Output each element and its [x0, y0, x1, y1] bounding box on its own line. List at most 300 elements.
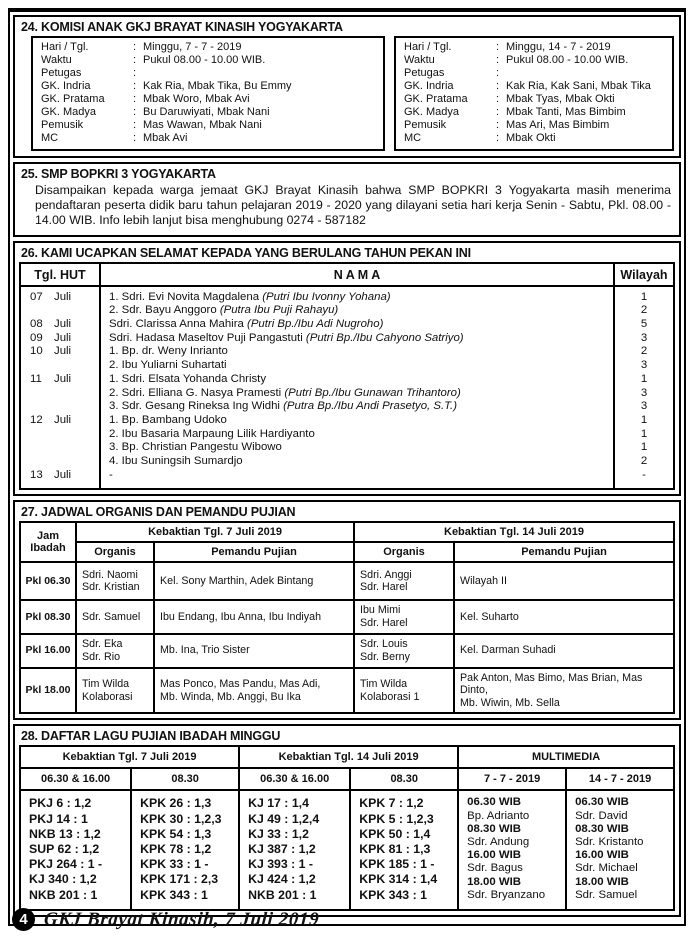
multimedia-time: 16.00 WIB	[467, 849, 521, 862]
multimedia-operator: Bp. Adrianto	[467, 809, 530, 822]
info-label: Waktu	[404, 54, 435, 66]
info-colon: :	[496, 54, 500, 66]
section-lagu-pujian	[13, 724, 681, 916]
song-entry: PKJ 264 : 1 -	[29, 857, 103, 872]
info-label: Pemusik	[41, 119, 84, 131]
birthday-day: 13	[30, 468, 43, 481]
birthday-row	[21, 304, 673, 318]
info-row	[41, 80, 379, 93]
info-value	[506, 67, 668, 80]
birthday-day: 09	[30, 331, 43, 344]
organis-cell-organis1	[76, 562, 154, 600]
birthday-name-text: 1. Bp. Bambang Udoko	[109, 413, 227, 426]
birthday-name-text: 1. Bp. dr. Weny Inrianto	[109, 345, 228, 358]
birthday-date	[21, 428, 99, 442]
info-value: Mbak Avi	[143, 132, 188, 144]
cell-line: Sdr. Kristian	[82, 581, 140, 594]
birthday-row	[21, 455, 673, 469]
organis-cell-organis2	[354, 600, 454, 633]
info-label: Hari / Tgl.	[404, 41, 452, 53]
birthday-parent-info: (Putri Bp./Ibu Gunawan Trihantoro)	[284, 386, 461, 399]
cell-line: Sdr. Harel	[360, 581, 408, 594]
birthday-name	[99, 414, 615, 428]
info-colon: :	[133, 106, 137, 118]
birthday-date	[21, 400, 99, 414]
info-label: MC	[41, 132, 59, 144]
birthday-day	[30, 400, 54, 414]
info-value: Pukul 08.00 - 10.00 WIB.	[506, 54, 629, 66]
birthday-name	[99, 455, 615, 469]
cell-line: Mb. Ina, Trio Sister	[160, 644, 250, 657]
multimedia-time: 08.30 WIB	[575, 822, 629, 835]
birthday-day: 11	[30, 372, 42, 385]
organis-cell-pemandu2	[454, 634, 674, 668]
info-label: GK. Madya	[404, 106, 460, 118]
song-entry: PKJ 6 : 1,2	[29, 796, 92, 811]
birthday-date	[21, 304, 99, 318]
header-pemandu-2: Pemandu Pujian	[454, 542, 674, 562]
header-song-kebaktian-7juli: Kebaktian Tgl. 7 Juli 2019	[20, 746, 239, 768]
birthday-month: Juli	[54, 413, 72, 426]
info-row	[41, 132, 379, 145]
birthday-wilayah: 3	[640, 359, 648, 372]
info-row	[41, 119, 379, 132]
organis-row	[20, 600, 674, 633]
birthday-row	[21, 414, 673, 428]
song-entry: KJ 33 : 1,2	[248, 826, 309, 841]
info-label: MC	[404, 132, 422, 144]
birthday-parent-info: (Putri Bp./Ibu Adi Nugroho)	[247, 318, 384, 331]
header-jam-line1: Jam	[36, 530, 60, 543]
song-entry: KPK 78 : 1,2	[140, 842, 212, 857]
cell-line: Sdri. Anggi	[360, 568, 412, 581]
birthday-day	[30, 441, 54, 455]
birthday-name	[99, 441, 615, 455]
birthday-day	[30, 428, 54, 442]
birthday-wilayah: 2	[640, 304, 648, 317]
column-divider	[99, 264, 101, 489]
birthday-day	[30, 359, 54, 373]
birthday-date	[21, 345, 99, 359]
footer-text: GKJ Brayat Kinasih, 7 Juli 2019	[43, 908, 320, 930]
birthday-month: Juli	[54, 345, 72, 358]
song-header-subcolumns	[20, 768, 674, 790]
komisi-anak-boxes	[15, 36, 679, 156]
info-value: Mas Wawan, Mbak Nani	[143, 119, 262, 131]
info-label: GK. Pratama	[41, 93, 105, 105]
multimedia-operator: Sdr. Andung	[467, 836, 530, 849]
birthday-row	[21, 400, 673, 414]
info-colon: :	[496, 67, 500, 79]
birthday-month: Juli	[54, 468, 72, 481]
cell-line: Sdr. Harel	[360, 617, 408, 630]
multimedia-column	[458, 790, 566, 909]
header-multimedia: MULTIMEDIA	[458, 746, 674, 768]
info-label: GK. Indria	[404, 80, 454, 92]
birthday-month: Juli	[54, 290, 72, 303]
songs-row	[20, 790, 674, 909]
birthday-month: Juli	[54, 318, 72, 331]
song-entry: KPK 50 : 1,4	[359, 826, 431, 841]
cell-line: Kolaborasi 1	[360, 690, 420, 703]
cell-line: Mas Ponco, Mas Pandu, Mas Adi,	[160, 677, 321, 690]
birthday-parent-info: (Putra Ibu Puji Rahayu)	[219, 304, 339, 317]
birthday-date	[21, 332, 99, 346]
birthday-month: Juli	[54, 331, 72, 344]
birthday-row	[21, 428, 673, 442]
birthday-wilayah: 2	[640, 345, 648, 358]
info-colon: :	[133, 41, 137, 53]
header-pemandu-1: Pemandu Pujian	[154, 542, 354, 562]
info-value: Bu Daruwiyati, Mbak Nani	[143, 106, 270, 118]
info-row	[404, 132, 668, 145]
organis-cell-pemandu1	[154, 668, 354, 714]
birthday-name-text: 3. Bp. Christian Pangestu Wibowo	[109, 441, 282, 454]
birthday-wilayah: 2	[640, 455, 648, 468]
info-value: Mbak Woro, Mbak Avi	[143, 93, 250, 105]
birthday-day: 10	[30, 345, 43, 358]
cell-line: Ibu Mimi	[360, 604, 401, 617]
info-colon: :	[496, 93, 500, 105]
birthday-name-text: 2. Ibu Basaria Marpaung Lilik Hardiyanto	[109, 427, 315, 440]
birthday-name-text: 2. Ibu Yuliarni Suhartati	[109, 359, 227, 372]
info-value: Mbak Tanti, Mas Bimbim	[506, 106, 626, 118]
song-entry: KJ 424 : 1,2	[248, 872, 316, 887]
song-entry: KPK 5 : 1,2,3	[359, 811, 434, 826]
multimedia-operator: Sdr. Kristanto	[575, 836, 644, 849]
song-entry: KPK 314 : 1,4	[359, 872, 438, 887]
organis-cell-organis2	[354, 634, 454, 668]
song-entry: KPK 26 : 1,3	[140, 796, 212, 811]
birthday-name	[99, 400, 615, 414]
birthday-date	[21, 318, 99, 332]
song-entry: KPK 185 : 1 -	[359, 857, 435, 872]
header-song-kebaktian-14juli: Kebaktian Tgl. 14 Juli 2019	[239, 746, 458, 768]
header-jam-line2: Ibadah	[30, 542, 66, 555]
page-footer	[12, 908, 319, 931]
birthday-name	[99, 373, 615, 387]
song-entry: NKB 13 : 1,2	[29, 826, 101, 841]
info-value: Mas Ari, Mas Bimbim	[506, 119, 610, 131]
info-value: Minggu, 14 - 7 - 2019	[506, 41, 611, 53]
birthday-date	[21, 414, 99, 428]
birthday-day	[30, 455, 54, 469]
song-column	[350, 790, 458, 909]
info-colon: :	[133, 80, 137, 92]
birthday-row	[21, 441, 673, 455]
header-nama: N A M A	[333, 267, 381, 282]
header-time-0630-1600-a: 06.30 & 16.00	[20, 768, 131, 790]
info-value: Kak Ria, Mbak Tika, Bu Emmy	[143, 80, 292, 92]
info-value	[143, 67, 379, 80]
cell-line: Kel. Darman Suhadi	[460, 644, 556, 657]
birthday-name-text: 3. Sdr. Gesang Rineksa Ing Widhi	[109, 400, 280, 413]
organis-time: Pkl 08.30	[20, 600, 76, 633]
info-value: Mbak Okti	[506, 132, 556, 144]
birthday-date	[21, 441, 99, 455]
birthday-date	[21, 291, 99, 305]
header-organis-2: Organis	[354, 542, 454, 562]
birthday-rows	[21, 287, 673, 489]
organis-cell-pemandu2	[454, 668, 674, 714]
birthday-name	[99, 359, 615, 373]
section-title-lagu-pujian: 28. DAFTAR LAGU PUJIAN IBADAH MINGGU	[21, 729, 281, 744]
birthday-wilayah: 3	[640, 386, 648, 399]
page-number-badge: 4	[12, 908, 35, 931]
birthday-wilayah: 1	[640, 427, 648, 440]
organis-row	[20, 668, 674, 714]
birthday-name-text: 2. Sdri. Elliana G. Nasya Pramesti	[109, 386, 282, 399]
info-label: GK. Indria	[41, 80, 91, 92]
organis-cell-pemandu1	[154, 562, 354, 600]
birthday-row	[21, 318, 673, 332]
multimedia-operator: Sdr. Samuel	[575, 888, 638, 901]
cell-line: Ibu Endang, Ibu Anna, Ibu Indiyah	[160, 610, 322, 623]
birthday-row	[21, 332, 673, 346]
multimedia-operator: Sdr. Michael	[575, 862, 638, 875]
info-row	[41, 106, 379, 119]
section-organis	[13, 500, 681, 720]
info-colon: :	[133, 67, 137, 79]
birthday-row	[21, 373, 673, 387]
cell-line: Tim Wilda	[360, 677, 408, 690]
song-column	[131, 790, 239, 909]
organis-cell-organis1	[76, 668, 154, 714]
birthday-wilayah: 3	[640, 400, 648, 413]
komisi-anak-box	[394, 36, 674, 151]
info-label: Pemusik	[404, 119, 447, 131]
song-entry: KJ 17 : 1,4	[248, 796, 309, 811]
page-frame	[8, 8, 686, 926]
organis-header-groups	[20, 522, 674, 542]
birthday-row	[21, 469, 673, 483]
organis-table	[19, 521, 675, 714]
section-title-organis: 27. JADWAL ORGANIS DAN PEMANDU PUJIAN	[21, 505, 296, 520]
multimedia-time: 06.30 WIB	[575, 796, 629, 809]
song-entry: NKB 201 : 1	[248, 887, 317, 902]
organis-tbody	[20, 562, 674, 713]
birthday-row	[21, 387, 673, 401]
cell-line: Sdr. Samuel	[82, 610, 141, 623]
cell-line: Kel. Suharto	[460, 610, 519, 623]
header-wilayah: Wilayah	[620, 267, 668, 282]
cell-line: Sdr. Berny	[360, 650, 410, 663]
column-divider	[613, 264, 615, 489]
song-entry: KJ 387 : 1,2	[248, 842, 316, 857]
song-entry: KPK 171 : 2,3	[140, 872, 219, 887]
info-row	[41, 54, 379, 67]
song-entry: KPK 81 : 1,3	[359, 842, 431, 857]
smp-bopkri-announcement: Disampaikan kepada warga jemaat GKJ Brayat Kinasih bahwa SMP BOPKRI 3 Yogyakarta masih menerima pendaftaran peserta didik baru tahun pelajaran 2019 - 2020 yang dilayani setia hari kerja Senin - Sabtu, Pkl. 08.00 - 14.00 WIB. Info lebih lanjut bisa menghubung 0274 - 587182	[35, 183, 671, 228]
birthday-wilayah: 1	[640, 290, 648, 303]
birthday-name-text: 4. Ibu Suningsih Sumardjo	[109, 455, 243, 468]
info-row	[41, 41, 379, 54]
song-entry: PKJ 14 : 1	[29, 811, 88, 826]
section-title-smp-bopkri: 25. SMP BOPKRI 3 YOGYAKARTA	[21, 167, 216, 181]
organis-cell-organis2	[354, 668, 454, 714]
info-row	[41, 67, 379, 80]
organis-time: Pkl 06.30	[20, 562, 76, 600]
header-kebaktian-7juli: Kebaktian Tgl. 7 Juli 2019	[76, 522, 354, 542]
song-entry: KPK 343 : 1	[140, 887, 208, 902]
organis-time: Pkl 16.00	[20, 634, 76, 668]
info-label: Petugas	[404, 67, 445, 79]
header-time-0830-b: 08.30	[350, 768, 458, 790]
header-mm-date-14: 14 - 7 - 2019	[566, 768, 674, 790]
birthday-row	[21, 359, 673, 373]
birthday-parent-info: (Putra Bp./Ibu Andi Prasetyo, S.T.)	[283, 400, 458, 413]
song-column	[20, 790, 131, 909]
birthday-day: 12	[30, 413, 43, 426]
cell-line: Pak Anton, Mas Bimo, Mas Brian, Mas Dinto,	[460, 671, 643, 697]
song-entry: NKB 201 : 1	[29, 887, 98, 902]
cell-line: Kel. Sony Marthin, Adek Bintang	[160, 575, 314, 588]
info-row	[404, 41, 668, 54]
birthday-row	[21, 291, 673, 305]
song-entry: SUP 62 : 1,2	[29, 842, 100, 857]
birthday-wilayah: 1	[640, 372, 648, 385]
cell-line: Sdr. Eka	[82, 638, 123, 651]
organis-cell-organis1	[76, 634, 154, 668]
info-value: Pukul 08.00 - 10.00 WIB.	[143, 54, 266, 66]
info-row	[404, 80, 668, 93]
cell-line: Mb. Winda, Mb. Anggi, Bu Ika	[160, 690, 301, 703]
organis-row	[20, 562, 674, 600]
info-colon: :	[133, 93, 137, 105]
birthday-wilayah: -	[642, 468, 646, 481]
birthday-date	[21, 469, 99, 483]
song-header-groups	[20, 746, 674, 768]
birthday-wilayah: 5	[640, 318, 648, 331]
birthday-name	[99, 291, 615, 305]
info-row	[404, 93, 668, 106]
multimedia-time: 08.30 WIB	[467, 822, 521, 835]
song-entry: KPK 343 : 1	[359, 887, 427, 902]
info-label: Hari / Tgl.	[41, 41, 89, 53]
info-colon: :	[133, 119, 137, 131]
cell-line: Sdr. Rio	[82, 650, 121, 663]
birthday-wilayah: 1	[640, 441, 648, 454]
info-colon: :	[133, 132, 137, 144]
section-ulang-tahun	[13, 241, 681, 497]
multimedia-operator: Sdr. Bryanzano	[467, 888, 546, 901]
multimedia-time: 18.00 WIB	[575, 875, 629, 888]
birthday-day: 07	[30, 290, 43, 303]
info-row	[404, 119, 668, 132]
song-column	[239, 790, 350, 909]
song-entry: KJ 393 : 1 -	[248, 857, 314, 872]
header-mm-date-7: 7 - 7 - 2019	[458, 768, 566, 790]
birthday-parent-info: (Putri Ibu Ivonny Yohana)	[262, 290, 391, 303]
cell-line: Kolaborasi	[82, 690, 133, 703]
birthday-date	[21, 359, 99, 373]
organis-cell-pemandu2	[454, 600, 674, 633]
birthday-day	[30, 304, 54, 318]
birthday-date	[21, 387, 99, 401]
section-title-ulang-tahun: 26. KAMI UCAPKAN SELAMAT KEPADA YANG BERULANG TAHUN PEKAN INI	[21, 245, 471, 260]
birthday-name	[99, 332, 615, 346]
info-colon: :	[496, 41, 500, 53]
info-colon: :	[496, 80, 500, 92]
organis-header-subcolumns	[20, 542, 674, 562]
birthday-name	[99, 318, 615, 332]
info-row	[404, 54, 668, 67]
song-entry: KPK 54 : 1,3	[140, 826, 212, 841]
multimedia-time: 06.30 WIB	[467, 796, 521, 809]
birthday-name-text: 2. Sdr. Bayu Anggoro	[109, 304, 217, 317]
birthday-month: Juli	[54, 372, 72, 385]
info-value: Kak Ria, Kak Sani, Mbak Tika	[506, 80, 651, 92]
info-colon: :	[133, 54, 137, 66]
header-kebaktian-14juli: Kebaktian Tgl. 14 Juli 2019	[354, 522, 674, 542]
birthday-parent-info: (Putri Bp./Ibu Cahyono Satriyo)	[305, 331, 464, 344]
info-label: Waktu	[41, 54, 72, 66]
organis-cell-organis2	[354, 562, 454, 600]
cell-line: Sdri. Naomi	[82, 568, 138, 581]
song-entry: KPK 33 : 1 -	[140, 857, 209, 872]
song-entry: KPK 30 : 1,2,3	[140, 811, 222, 826]
organis-cell-pemandu2	[454, 562, 674, 600]
birthday-name-text: 1. Sdri. Elsata Yohanda Christy	[109, 372, 267, 385]
birthday-day	[30, 387, 54, 401]
song-entry: KPK 7 : 1,2	[359, 796, 424, 811]
birthday-table	[19, 262, 675, 491]
birthday-name-text: Sdri. Clarissa Anna Mahira	[109, 318, 244, 331]
song-entry: KJ 340 : 1,2	[29, 872, 97, 887]
organis-time: Pkl 18.00	[20, 668, 76, 714]
section-komisi-anak	[13, 15, 681, 158]
multimedia-column	[566, 790, 674, 909]
info-label: Petugas	[41, 67, 82, 79]
cell-line: Mb. Wiwin, Mb. Sella	[460, 696, 560, 709]
birthday-name-text: -	[109, 468, 113, 481]
info-value: Mbak Tyas, Mbak Okti	[506, 93, 615, 105]
info-colon: :	[496, 119, 500, 131]
organis-cell-organis1	[76, 600, 154, 633]
cell-line: Tim Wilda	[82, 677, 130, 690]
birthday-table-header	[21, 264, 673, 287]
section-smp-bopkri	[13, 162, 681, 237]
organis-row	[20, 634, 674, 668]
info-row	[404, 67, 668, 80]
info-colon: :	[496, 132, 500, 144]
birthday-name	[99, 469, 615, 483]
birthday-name	[99, 387, 615, 401]
birthday-date	[21, 373, 99, 387]
song-entry: KJ 49 : 1,2,4	[248, 811, 320, 826]
info-row	[41, 93, 379, 106]
cell-line: Sdr. Louis	[360, 638, 408, 651]
header-time-0630-1600-b: 06.30 & 16.00	[239, 768, 350, 790]
komisi-anak-box	[31, 36, 385, 151]
section-title-komisi-anak: 24. KOMISI ANAK GKJ BRAYAT KINASIH YOGYAKARTA	[21, 20, 343, 34]
birthday-row	[21, 345, 673, 359]
birthday-name	[99, 304, 615, 318]
song-table	[19, 745, 675, 910]
birthday-name	[99, 428, 615, 442]
birthday-name-text: 1. Sdri. Evi Novita Magdalena	[109, 290, 260, 303]
multimedia-time: 18.00 WIB	[467, 875, 521, 888]
birthday-name-text: Sdri. Hadasa Maseltov Puji Pangastuti	[109, 331, 303, 344]
birthday-day: 08	[30, 318, 43, 331]
birthday-wilayah: 1	[640, 413, 648, 426]
info-value: Minggu, 7 - 7 - 2019	[143, 41, 242, 53]
organis-cell-pemandu1	[154, 600, 354, 633]
birthday-wilayah: 3	[640, 331, 648, 344]
header-organis-1: Organis	[76, 542, 154, 562]
info-row	[404, 106, 668, 119]
birthday-date	[21, 455, 99, 469]
